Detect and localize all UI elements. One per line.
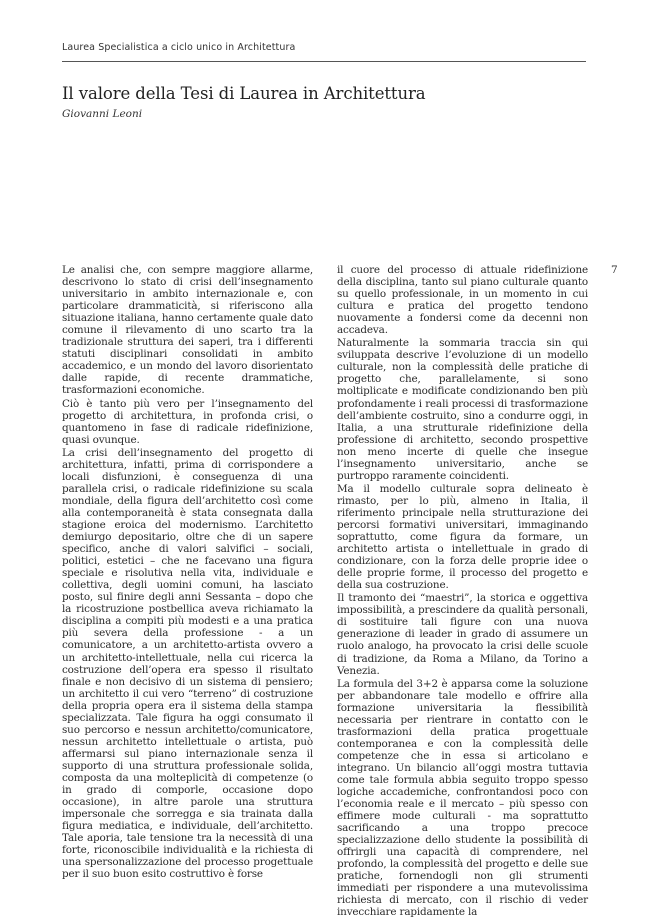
right-column	[337, 264, 588, 920]
paragraph: il cuore del processo di attuale ridefinizione della disciplina, tanto sul piano culturale quanto su quello professionale, in un momento in cui cultura e pratica del progetto tendono nuovamente a fondersi come da decenni non accadeva.	[337, 264, 588, 337]
paragraph: Ma il modello culturale sopra delineato è rimasto, per lo più, almeno in Italia, il riferimento principale nella strutturazione dei percorsi formativi universitari, immaginando soprattutto, come figura da formare, un architetto artista o intellettuale in grado di condizionare, con la forza delle proprie idee o delle proprie forme, il processo del progetto e della sua costruzione.	[337, 482, 588, 592]
header-rule	[62, 61, 586, 62]
paragraph: La crisi dell’insegnamento del progetto di architettura, infatti, prima di corrispondere a locali disfunzioni, è conseguenza di una parallela crisi, o radicale ridefinizione su scala mondiale, della figura dell’architetto così come alla contemporaneità è stata consegnata dalla stagione eroica del modernismo. L’architetto demiurgo depositario, oltre che di un sapere specifico, anche di valori salvifici – sociali, politici, estetici – che ne facevano una figura speciale e risolutiva nella vita, individuale e collettiva, degli uomini comuni, ha lasciato posto, sul finire degli anni Sessanta – dopo che la ricostruzione postbellica aveva richiamato la disciplina a compiti più modesti e a una pratica più severa della professione - a un comunicatore, a un architetto-artista ovvero a un architetto-intellettuale, nella cui ricerca la costruzione dell’opera era spesso il risultato finale e non decisivo di un sistema di pensiero; un architetto il cui vero “terreno” di costruzione della propria opera era il sistema della stampa specializzata. Tale figura ha oggi consumato il suo percorso e nessun architetto/comunicatore, nessun architetto intellettuale o artista, può affermarsi sul piano internazionale senza il supporto di una struttura professionale solida, composta da una molteplicità di competenze (o in grado di comporle, occasione dopo occasione), in altre parole una struttura impersonale che sorregga e sia trainata dalla figura mediatica, e individuale, dell’architetto. Tale aporia, tale tensione tra la necessità di una forte, riconoscibile individualità e la richiesta di una spersonalizzazione del processo progettuale per il suo buon esito costruttivo è forse	[62, 446, 313, 881]
paragraph: Le analisi che, con sempre maggiore allarme, descrivono lo stato di crisi dell’insegnamento universitario in ambito internazionale e, con particolare drammaticità, si riferiscono alla situazione italiana, hanno certamente quale dato comune il rilevamento di uno scarto tra la tradizionale struttura dei saperi, tra i differenti statuti disciplinari consolidati in ambito accademico, e un mondo del lavoro disorientato dalle rapide, di recente drammatiche, trasformazioni economiche.	[62, 264, 313, 397]
body-columns	[62, 264, 588, 919]
paragraph: Il tramonto dei “maestri”, la storica e oggettiva impossibilità, a prescindere da qualità personali, di sostituire tali figure con una nuova generazione di leader in grado di assumere un ruolo analogo, ha provocato la crisi delle scuole di tradizione, da Roma a Milano, da Torino a Venezia.	[337, 592, 588, 677]
article-title: Il valore della Tesi di Laurea in Architettura	[62, 84, 426, 103]
paragraph: Ciò è tanto più vero per l’insegnamento del progetto di architettura, in profonda crisi, o quantomeno in fase di radicale ridefinizione, quasi ovunque.	[62, 397, 313, 446]
running-head: Laurea Specialistica a ciclo unico in Architettura	[62, 42, 296, 53]
article-author: Giovanni Leoni	[62, 108, 143, 120]
paragraph: La formula del 3+2 è apparsa come la soluzione per abbandonare tale modello e offrire alla formazione universitaria la flessibilità necessaria per rientrare in contatto con le trasformazioni della pratica progettuale contemporanea e con la complessità delle competenze che in essa si articolano e integrano. Un bilancio all’oggi mostra tuttavia come tale formula abbia seguito troppo spesso logiche accademiche, confrontandosi poco con l’economia reale e il mercato – più spesso con effimere mode culturali - ma soprattutto sacrificando a una troppo precoce specializzazione dello studente la possibilità di offrirgli una capacità di comprendere, nel profondo, la complessità del progetto e delle sue pratiche, fornendogli non gli strumenti immediati per rispondere a una mutevolissima richiesta di mercato, con il rischio di veder invecchiare rapidamente la	[337, 677, 588, 919]
page-number: 7	[611, 264, 618, 276]
left-column	[62, 264, 313, 881]
paragraph: Naturalmente la sommaria traccia sin qui sviluppata descrive l’evoluzione di un modello culturale, non la complessità delle pratiche di progetto che, parallelamente, si sono moltiplicate e modificate condizionando ben più profondamente i reali processi di trasformazione dell’ambiente costruito, sino a condurre oggi, in Italia, a una strutturale ridefinizione della professione di architetto, secondo prospettive non meno incerte di quelle che insegue l’insegnamento universitario, anche se purtroppo raramente coincidenti.	[337, 337, 588, 482]
